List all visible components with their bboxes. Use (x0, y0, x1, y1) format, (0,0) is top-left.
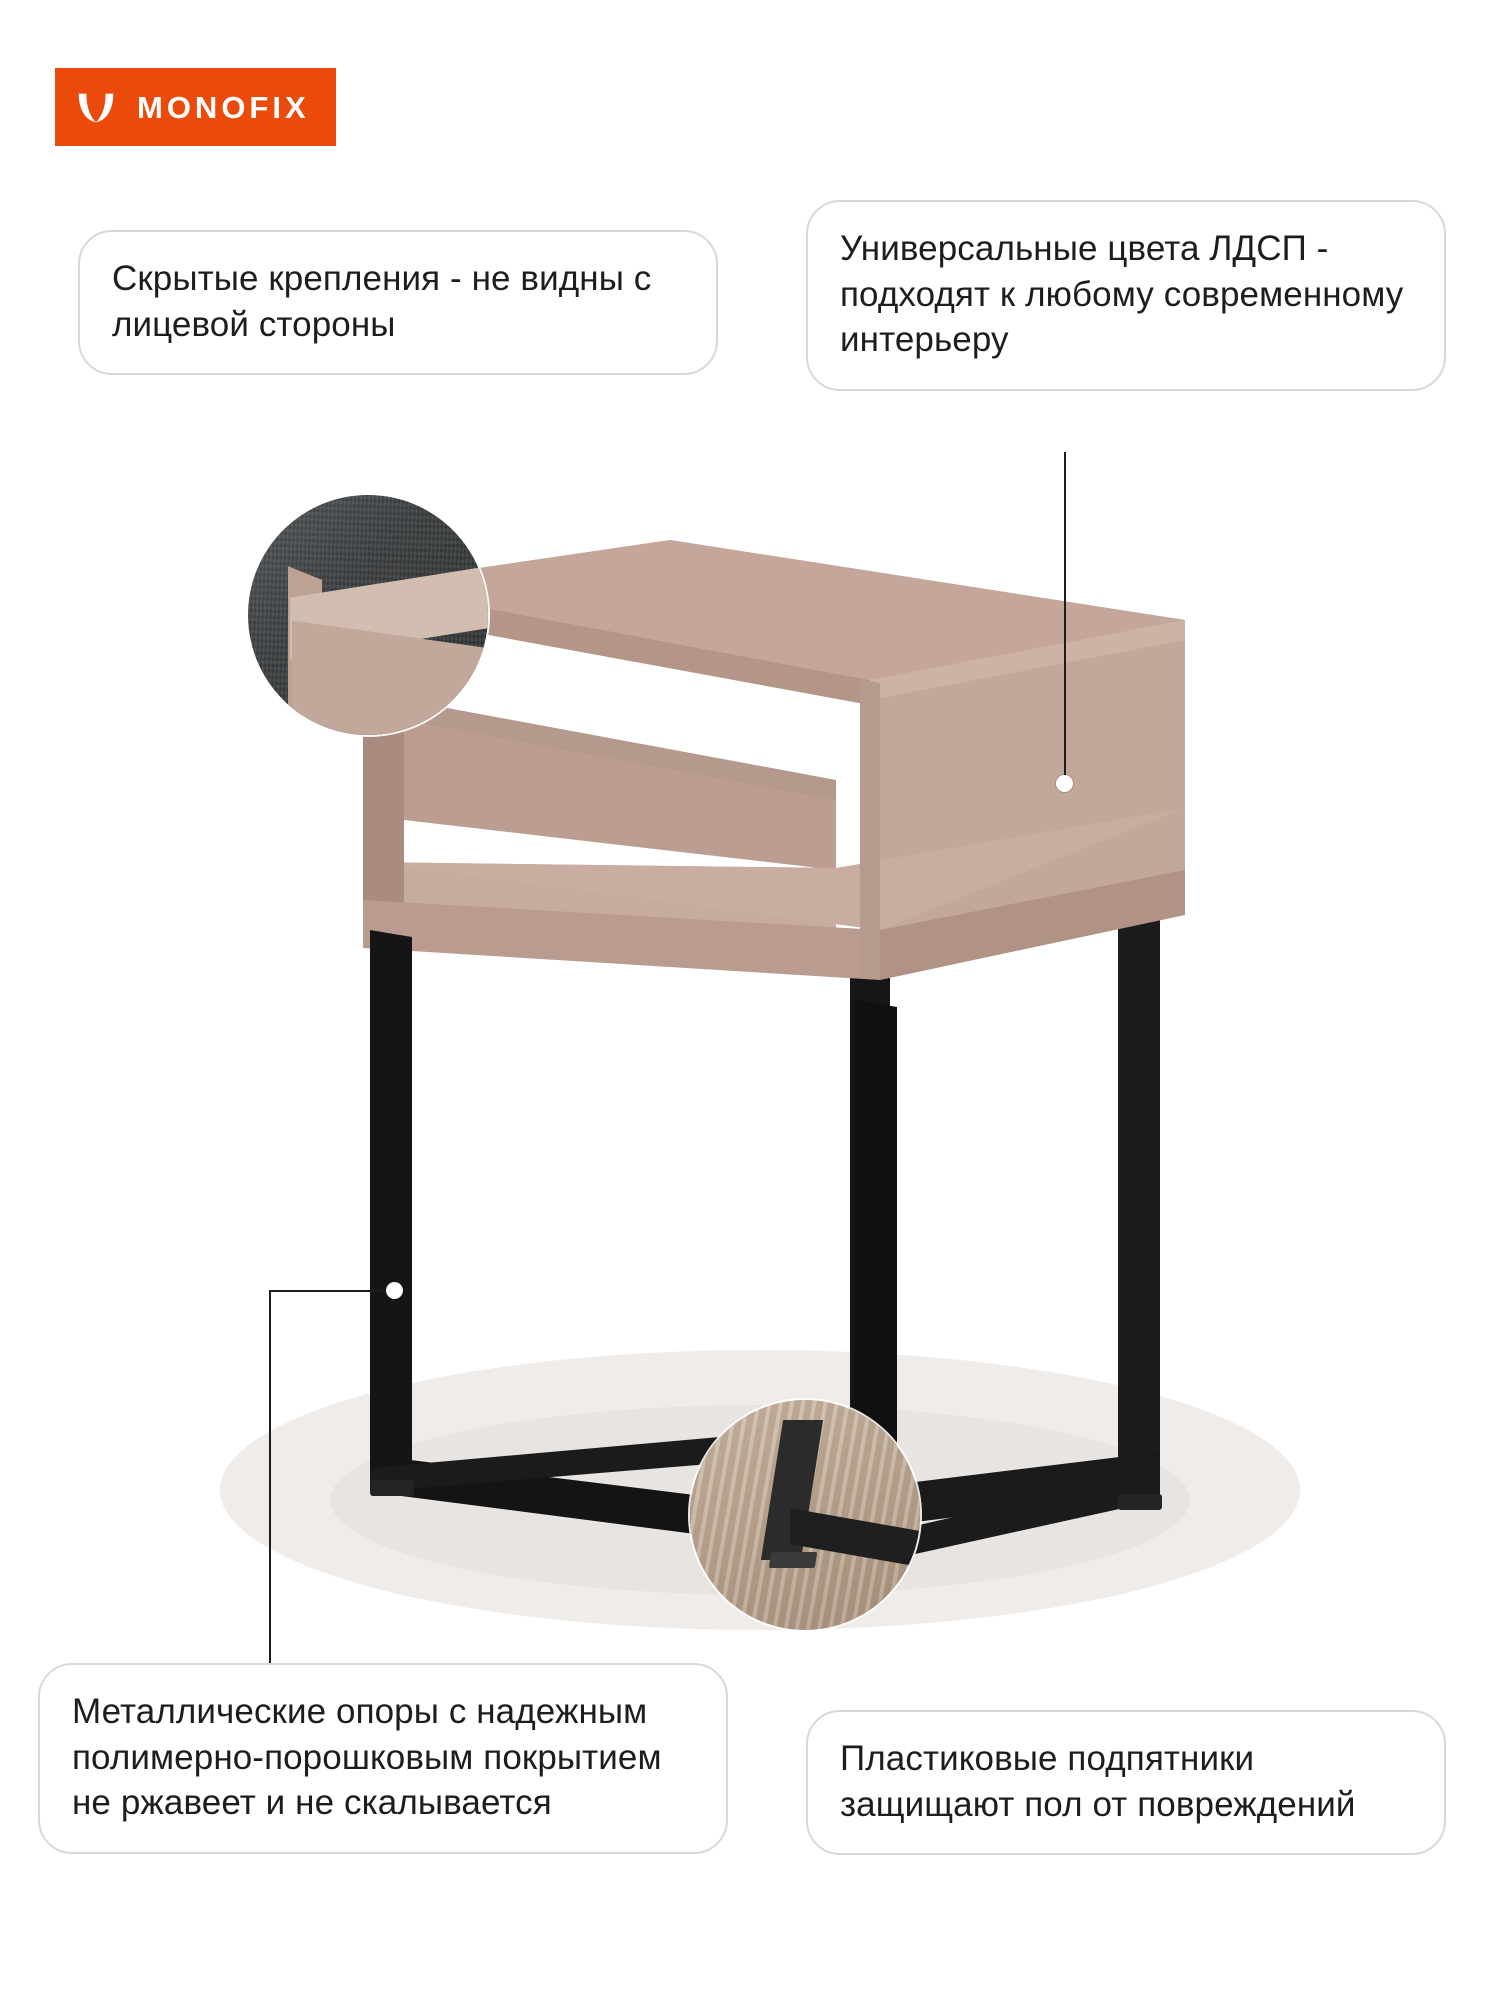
leader-line-metal-supports-v (269, 1290, 271, 1670)
leader-line-universal-colors (1064, 452, 1066, 782)
leader-dot-universal-colors (1056, 775, 1073, 792)
callout-hidden-fasteners (78, 230, 718, 375)
leader-dot-metal-supports (386, 1282, 403, 1299)
callout-plastic-glides-text: Пластиковые подпятники защищают пол от повреждений (840, 1739, 1356, 1824)
callout-metal-supports (38, 1663, 728, 1854)
plastic-glide (769, 1552, 818, 1568)
brand-name: MONOFIX (137, 89, 310, 125)
brand-logo (55, 68, 336, 146)
leaf-monogram-icon (73, 84, 119, 130)
foot-glide-zoom (690, 1400, 920, 1630)
corner-joint-zoom (248, 495, 488, 735)
leader-line-metal-supports-h (269, 1290, 394, 1292)
callout-metal-supports-text: Металлические опоры с надежным полимерно-порошковым покрытием не ржавеет и не скалывается (72, 1692, 672, 1822)
callout-universal-colors (806, 200, 1446, 391)
callout-plastic-glides (806, 1710, 1446, 1855)
callout-hidden-fasteners-text: Скрытые крепления - не видны с лицевой стороны (112, 259, 662, 344)
callout-universal-colors-text: Универсальные цвета ЛДСП - подходят к любому современному интерьеру (840, 229, 1414, 359)
